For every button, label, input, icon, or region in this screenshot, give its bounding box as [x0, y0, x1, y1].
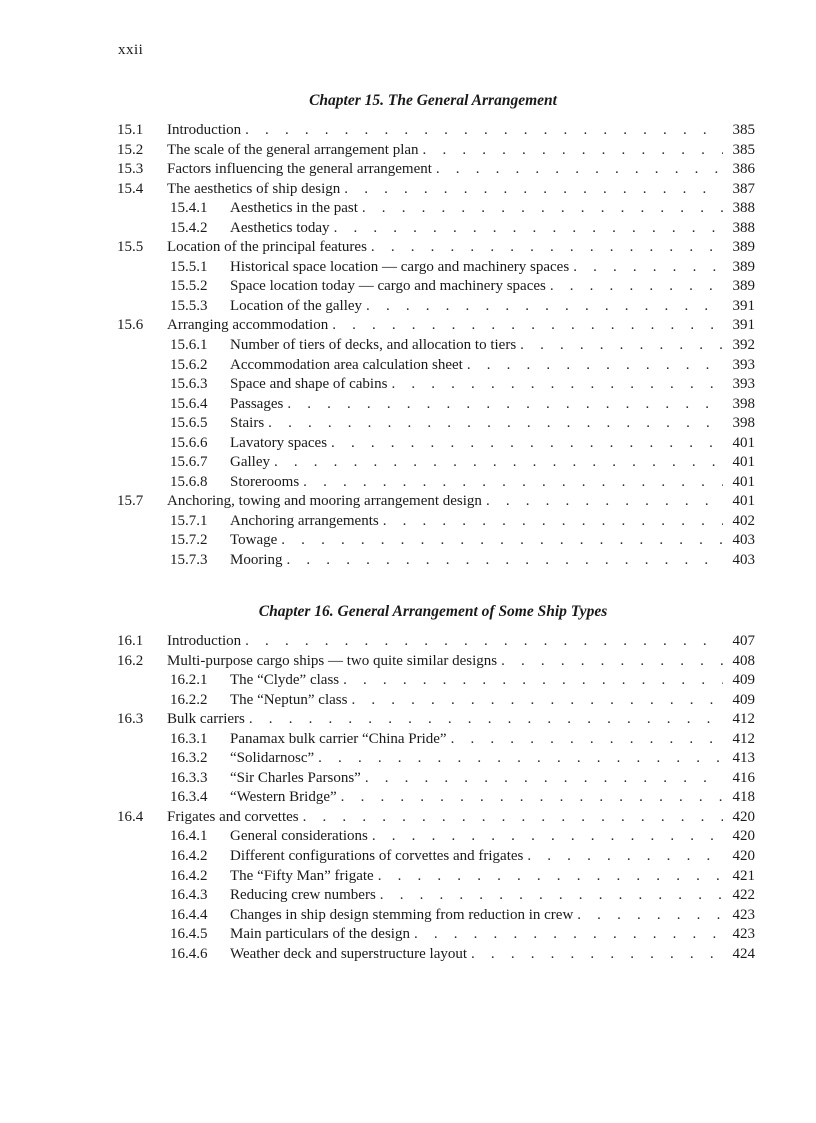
toc-entry — [117, 808, 755, 828]
toc-entry-number: 16.4.5 — [170, 926, 208, 943]
dot-leader — [550, 277, 723, 297]
toc-entry-number: 16.3.1 — [170, 730, 208, 747]
toc-entry-page: 393 — [732, 376, 755, 393]
dot-leader — [362, 199, 723, 219]
dot-leader — [366, 297, 723, 317]
dot-leader — [334, 219, 723, 239]
toc-entry-title: Stairs — [230, 415, 265, 432]
toc-entry-page: 416 — [732, 769, 755, 786]
toc-entry — [117, 906, 755, 926]
dot-leader — [520, 336, 723, 356]
dot-leader — [249, 710, 723, 730]
toc-entry — [117, 316, 755, 336]
toc-entry-number: 15.5.1 — [170, 258, 208, 275]
toc-entry-number: 15.2 — [117, 141, 144, 158]
toc-entry-page: 418 — [732, 789, 755, 806]
dot-leader — [436, 160, 723, 180]
toc-entry-number: 16.4.2 — [170, 867, 208, 884]
toc-entry-number: 16.3.3 — [170, 769, 208, 786]
toc-entry — [117, 710, 755, 730]
dot-leader — [372, 827, 723, 847]
toc-entry-number: 15.6.7 — [170, 454, 208, 471]
toc-entry-title: Number of tiers of decks, and allocation to tiers — [230, 337, 517, 354]
toc-entry-number: 16.4.4 — [170, 906, 208, 923]
dot-leader — [501, 652, 723, 672]
toc-entry-title: The “Fifty Man” frigate — [230, 867, 374, 884]
page-number: xxii — [118, 42, 144, 58]
toc-entry-title: Anchoring, towing and mooring arrangement design — [167, 493, 482, 510]
toc-entry-page: 392 — [732, 337, 755, 354]
dot-leader — [318, 749, 723, 769]
toc-entry-title: Weather deck and superstructure layout — [230, 945, 468, 962]
toc-entry-number: 15.6.8 — [170, 473, 208, 490]
chapter-15-title: Chapter 15. The General Arrangement — [309, 92, 557, 109]
toc-entry-number: 15.6.4 — [170, 395, 208, 412]
toc-entry-page: 403 — [732, 552, 755, 569]
toc-entry-number: 16.4.2 — [170, 848, 208, 865]
toc-entry-number: 15.7.1 — [170, 512, 208, 529]
toc-entry-number: 15.5.2 — [170, 278, 208, 295]
toc-entry-page: 424 — [732, 945, 755, 962]
toc-entry-number: 16.3.2 — [170, 750, 208, 767]
toc-entry — [117, 551, 755, 571]
toc-entry-number: 15.7.3 — [170, 552, 208, 569]
toc-entry-page: 389 — [732, 278, 755, 295]
toc-entry-number: 16.2.1 — [170, 672, 208, 689]
toc-entry-number: 16.4.1 — [170, 828, 208, 845]
toc-entry-page: 423 — [732, 906, 755, 923]
toc-entry-title: Location of the principal features — [167, 239, 367, 256]
toc-entry-number: 15.6 — [117, 317, 144, 334]
toc-entry — [117, 945, 755, 965]
toc-entry-title: Location of the galley — [230, 297, 363, 314]
toc-entry-page: 387 — [732, 180, 755, 197]
toc-entry-title: Storerooms — [230, 473, 300, 490]
toc-entry — [117, 886, 755, 906]
toc-entry — [117, 121, 755, 141]
dot-leader — [303, 808, 723, 828]
toc-entry-page: 402 — [732, 512, 755, 529]
toc-entry-page: 403 — [732, 532, 755, 549]
toc-entry-title: General considerations — [230, 828, 368, 845]
toc-entry-title: Introduction — [167, 633, 242, 649]
toc-entry-title: Aesthetics today — [230, 219, 330, 236]
dot-leader — [268, 414, 723, 434]
toc-entry-number: 16.4 — [117, 808, 144, 825]
toc-entry-title: Arranging accommodation — [167, 317, 329, 334]
toc-entry — [117, 219, 755, 239]
toc-entry-number: 16.4.6 — [170, 945, 208, 962]
toc-entry-page: 408 — [732, 652, 755, 669]
toc-entry — [117, 180, 755, 200]
toc-entry-page: 420 — [732, 848, 755, 865]
toc-entry — [117, 512, 755, 532]
chapter-16-title: Chapter 16. General Arrangement of Some Ship Types — [258, 603, 608, 620]
dot-leader — [423, 141, 723, 161]
toc-entry-title: Galley — [230, 454, 270, 471]
toc-entry-title: The “Neptun” class — [230, 691, 348, 708]
toc-entry-title: Main particulars of the design — [230, 926, 410, 943]
toc-entry-title: Space location today — cargo and machinery spaces — [230, 278, 546, 295]
toc-entry — [117, 827, 755, 847]
toc-entry-page: 409 — [732, 672, 755, 689]
toc-entry-title: Factors influencing the general arrangement — [167, 161, 432, 178]
dot-leader — [467, 356, 723, 376]
dot-leader — [527, 847, 723, 867]
toc-entry-number: 16.2 — [117, 652, 144, 669]
dot-leader — [303, 473, 723, 493]
toc-entry-number: 15.7.2 — [170, 532, 208, 549]
toc-entry-title: Different configurations of corvettes and frigates — [230, 848, 524, 865]
toc-entry-title: Passages — [230, 395, 284, 412]
toc-entry-page: 388 — [732, 219, 755, 236]
toc-entry-number: 15.4.2 — [170, 219, 208, 236]
dot-leader — [351, 691, 723, 711]
toc-entry-title: Aesthetics in the past — [230, 200, 358, 217]
toc-entry — [117, 473, 755, 493]
toc-entry-page: 413 — [732, 750, 755, 767]
toc-entry-title: Historical space location — cargo and machinery spaces — [230, 258, 570, 275]
toc-entry-page: 412 — [732, 730, 755, 747]
toc-entry-number: 15.6.5 — [170, 415, 208, 432]
toc-entry — [117, 453, 755, 473]
toc-entry-page: 393 — [732, 356, 755, 373]
toc-entry-number: 15.6.2 — [170, 356, 208, 373]
toc-entry — [117, 297, 755, 317]
dot-leader — [245, 632, 723, 652]
toc-entry — [117, 749, 755, 769]
toc-entry — [117, 691, 755, 711]
toc-entry-page: 398 — [732, 395, 755, 412]
toc-entry — [117, 160, 755, 180]
toc-entry-page: 407 — [732, 633, 755, 649]
dot-leader — [383, 512, 723, 532]
toc-entry-title: Bulk carriers — [167, 711, 245, 728]
dot-leader — [391, 375, 723, 395]
toc-entry-number: 15.6.1 — [170, 337, 208, 354]
toc-entry-number: 16.3 — [117, 711, 144, 728]
toc-entry-page: 423 — [732, 926, 755, 943]
dot-leader — [486, 492, 723, 512]
toc-entry-page: 401 — [732, 493, 755, 510]
toc-entry — [117, 258, 755, 278]
toc-entry-page: 401 — [732, 454, 755, 471]
toc-entry-number: 16.2.2 — [170, 691, 208, 708]
toc-entry — [117, 238, 755, 258]
dot-leader — [365, 769, 723, 789]
toc-entry-page: 409 — [732, 691, 755, 708]
toc-entry — [117, 414, 755, 434]
dot-leader — [577, 906, 723, 926]
toc-entry-page: 391 — [732, 297, 755, 314]
dot-leader — [414, 925, 723, 945]
toc-entry-page: 401 — [732, 434, 755, 451]
toc-entry-number: 16.3.4 — [170, 789, 208, 806]
toc-entry — [117, 671, 755, 691]
dot-leader — [471, 945, 723, 965]
dot-leader — [332, 316, 723, 336]
dot-leader — [343, 671, 723, 691]
toc-entry-number: 16.1 — [117, 633, 144, 649]
toc-entry-page: 401 — [732, 473, 755, 490]
toc-entry-number: 15.3 — [117, 161, 144, 178]
toc-entry — [117, 356, 755, 376]
toc-entry-page: 385 — [732, 141, 755, 158]
toc-entry-page: 386 — [732, 161, 755, 178]
dot-leader — [245, 121, 723, 141]
toc-entry-title: Panamax bulk carrier “China Pride” — [230, 730, 447, 747]
toc-entry-number: 15.1 — [117, 122, 144, 138]
chapter-16-toc — [117, 632, 755, 964]
toc-entry — [117, 847, 755, 867]
toc-entry-page: 398 — [732, 415, 755, 432]
toc-entry-title: The aesthetics of ship design — [167, 180, 341, 197]
toc-entry-title: “Western Bridge” — [230, 789, 337, 806]
dot-leader — [274, 453, 723, 473]
toc-entry-page: 420 — [732, 808, 755, 825]
toc-entry — [117, 867, 755, 887]
toc-entry-number: 15.6.3 — [170, 376, 208, 393]
chapter-15-toc — [117, 121, 755, 571]
toc-entry-title: The scale of the general arrangement plan — [167, 141, 419, 158]
toc-entry — [117, 434, 755, 454]
toc-entry-title: Lavatory spaces — [230, 434, 328, 451]
dot-leader — [287, 395, 723, 415]
toc-entry — [117, 925, 755, 945]
toc-entry — [117, 730, 755, 750]
toc-entry-title: The “Clyde” class — [230, 672, 340, 689]
dot-leader — [344, 180, 723, 200]
toc-entry-title: Multi-purpose cargo ships — two quite similar designs — [167, 652, 498, 669]
dot-leader — [451, 730, 723, 750]
toc-entry-page: 412 — [732, 711, 755, 728]
toc-entry-page: 388 — [732, 200, 755, 217]
toc-entry — [117, 395, 755, 415]
toc-entry-number: 16.4.3 — [170, 887, 208, 904]
toc-entry — [117, 141, 755, 161]
toc-entry-page: 420 — [732, 828, 755, 845]
toc-entry — [117, 769, 755, 789]
dot-leader — [371, 238, 723, 258]
toc-entry — [117, 492, 755, 512]
toc-entry — [117, 652, 755, 672]
toc-entry-title: Introduction — [167, 122, 242, 138]
toc-entry-title: Anchoring arrangements — [230, 512, 379, 529]
dot-leader — [287, 551, 724, 571]
toc-entry-title: “Solidarnosc” — [230, 750, 315, 767]
toc-entry-number: 15.6.6 — [170, 434, 208, 451]
toc-entry-title: Changes in ship design stemming from reduction in crew — [230, 906, 574, 923]
toc-entry-page: 422 — [732, 887, 755, 904]
dot-leader — [341, 788, 723, 808]
toc-entry-page: 389 — [732, 258, 755, 275]
toc-entry-title: Mooring — [230, 552, 283, 569]
toc-entry — [117, 531, 755, 551]
toc-entry-title: Frigates and corvettes — [167, 808, 299, 825]
toc-entry — [117, 788, 755, 808]
toc-entry — [117, 199, 755, 219]
toc-entry-title: Towage — [230, 532, 278, 549]
dot-leader — [380, 886, 723, 906]
toc-entry-title: “Sir Charles Parsons” — [230, 769, 361, 786]
toc-entry-title: Accommodation area calculation sheet — [230, 356, 463, 373]
toc-entry-number: 15.4 — [117, 180, 144, 197]
toc-entry-number: 15.5.3 — [170, 297, 208, 314]
toc-entry-number: 15.5 — [117, 239, 144, 256]
dot-leader — [573, 258, 723, 278]
dot-leader — [281, 531, 723, 551]
toc-entry — [117, 632, 755, 652]
toc-entry-title: Reducing crew numbers — [230, 887, 376, 904]
toc-entry-title: Space and shape of cabins — [230, 376, 388, 393]
toc-entry — [117, 375, 755, 395]
toc-entry — [117, 277, 755, 297]
toc-entry-page: 421 — [732, 867, 755, 884]
dot-leader — [378, 867, 723, 887]
toc-entry-number: 15.7 — [117, 493, 144, 510]
toc-entry-page: 391 — [732, 317, 755, 334]
toc-entry-page: 385 — [732, 122, 755, 138]
dot-leader — [331, 434, 723, 454]
toc-entry — [117, 336, 755, 356]
toc-entry-page: 389 — [732, 239, 755, 256]
toc-entry-number: 15.4.1 — [170, 200, 208, 217]
